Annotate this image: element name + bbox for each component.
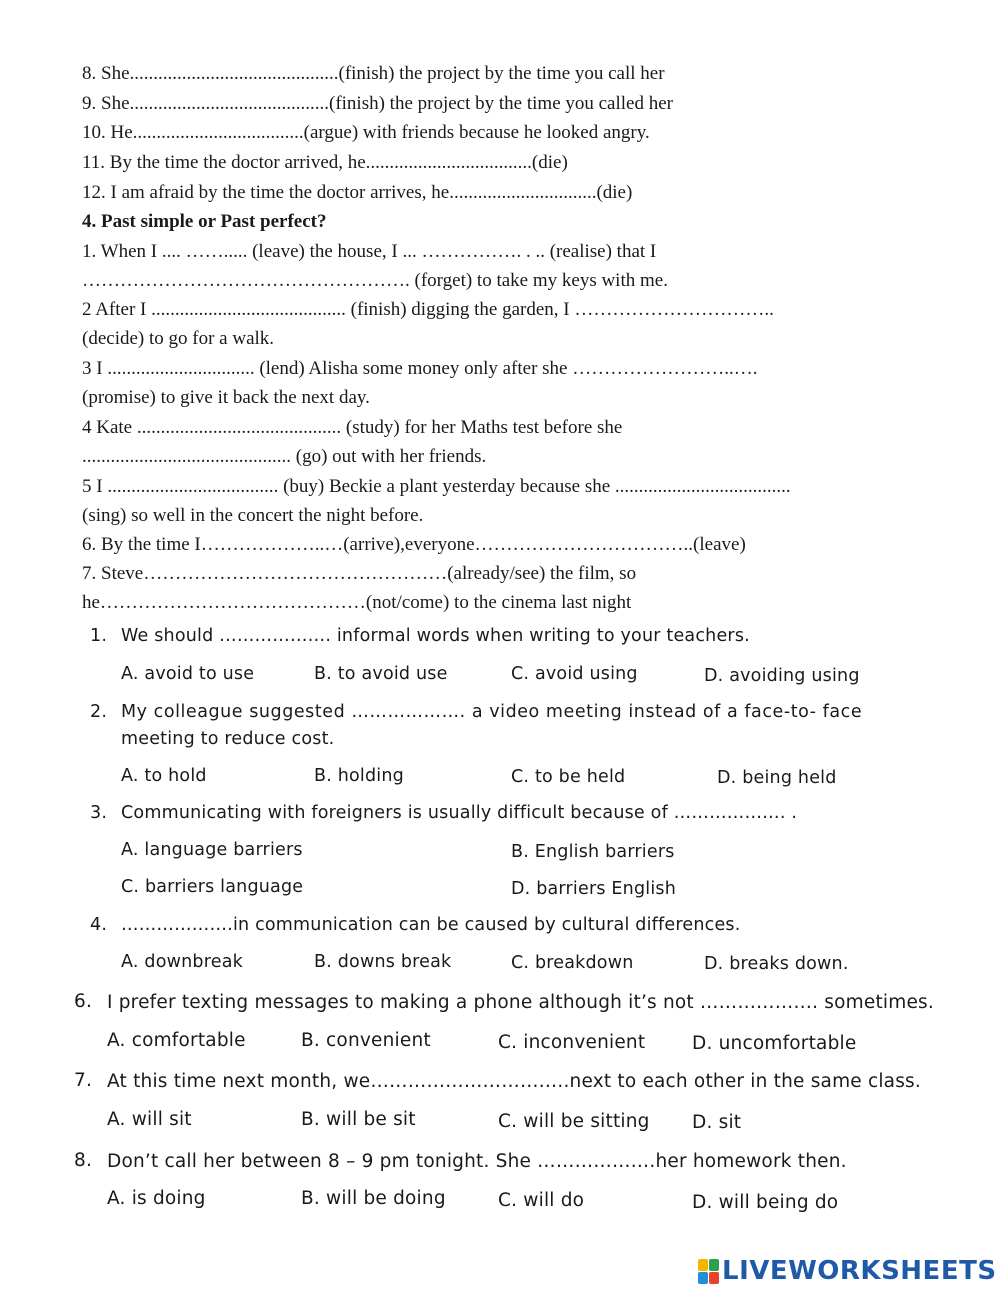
question-number: 3. [90, 803, 108, 823]
exercise-line: 1. When I .... ……..... (leave) the house, I ... ……………. . .. (realise) that I [82, 241, 657, 262]
exercise-line: 4 Kate ........................................... (study) for her Maths test before she [82, 417, 623, 438]
exercise-line: 9. She..........................................(finish) the project by the time you called her [82, 93, 673, 114]
question-text-continued: meeting to reduce cost. [121, 729, 335, 749]
exercise-line: 12. I am afraid by the time the doctor arrives, he...............................(die) [82, 182, 633, 203]
option-b[interactable]: B. will be sit [301, 1109, 416, 1130]
liveworksheets-logo [698, 1256, 997, 1286]
logo-square-icon [698, 1259, 708, 1271]
exercise-line: 11. By the time the doctor arrived, he...................................(die) [82, 152, 568, 173]
option-d[interactable]: D. breaks down. [704, 954, 849, 974]
option-c[interactable]: C. avoid using [511, 664, 638, 684]
question-text: Don’t call her between 8 – 9 pm tonight. She ……………….her homework then. [107, 1151, 847, 1172]
option-c[interactable]: C. will do [498, 1190, 585, 1211]
section-heading: 4. Past simple or Past perfect? [82, 211, 327, 232]
exercise-line: 7. Steve…………………………………………(already/see) the film, so [82, 563, 637, 584]
option-b[interactable]: B. holding [314, 766, 404, 786]
option-c[interactable]: C. will be sitting [498, 1111, 650, 1132]
exercise-line: 8. She............................................(finish) the project by the time you call her [82, 63, 665, 84]
option-a[interactable]: A. comfortable [107, 1030, 246, 1051]
exercise-line: 3 I ............................... (lend) Alisha some money only after she ……………………..…. [82, 358, 758, 379]
option-d[interactable]: D. being held [717, 768, 837, 788]
exercise-line: (promise) to give it back the next day. [82, 387, 370, 408]
option-a[interactable]: A. avoid to use [121, 664, 255, 684]
question-number: 6. [74, 991, 93, 1012]
logo-text: LIVEWORKSHEETS [722, 1256, 997, 1286]
question-number: 2. [90, 702, 108, 722]
question-text: At this time next month, we…………………………..next to each other in the same class. [107, 1071, 921, 1092]
option-b[interactable]: B. to avoid use [314, 664, 448, 684]
option-b[interactable]: B. will be doing [301, 1188, 446, 1209]
logo-square-icon [709, 1272, 719, 1284]
question-number: 4. [90, 915, 108, 935]
option-c[interactable]: C. breakdown [511, 953, 634, 973]
option-d[interactable]: D. will being do [692, 1192, 839, 1213]
option-a[interactable]: A. language barriers [121, 840, 303, 860]
option-b[interactable]: B. convenient [301, 1030, 431, 1051]
option-a[interactable]: A. is doing [107, 1188, 206, 1209]
option-a[interactable]: A. will sit [107, 1109, 192, 1130]
option-b[interactable]: B. English barriers [511, 842, 675, 862]
question-text: My colleague suggested ………………. a video meeting instead of a face-to- face [121, 702, 863, 722]
option-c[interactable]: C. to be held [511, 767, 626, 787]
question-number: 8. [74, 1150, 93, 1171]
exercise-line: 6. By the time I………………..…(arrive),everyone……………………………..(leave) [82, 534, 746, 555]
option-d[interactable]: D. sit [692, 1112, 742, 1133]
exercise-line: (decide) to go for a walk. [82, 328, 275, 349]
option-c[interactable]: C. barriers language [121, 877, 304, 897]
exercise-line: 5 I .................................... (buy) Beckie a plant yesterday because she ..................................... [82, 476, 791, 497]
option-c[interactable]: C. inconvenient [498, 1032, 646, 1053]
exercise-line: (sing) so well in the concert the night before. [82, 505, 424, 526]
logo-square-icon [698, 1272, 708, 1284]
exercise-line: ……………………………………………. (forget) to take my keys with me. [82, 270, 668, 291]
option-a[interactable]: A. to hold [121, 766, 207, 786]
exercise-line: 10. He....................................(argue) with friends because he looked angry. [82, 122, 650, 143]
exercise-line: ............................................ (go) out with her friends. [82, 446, 487, 467]
exercise-line: 2 After I ......................................... (finish) digging the garden, I ………………………….. [82, 299, 774, 320]
option-a[interactable]: A. downbreak [121, 952, 243, 972]
question-text: Communicating with foreigners is usually difficult because of ………………. . [121, 803, 798, 823]
question-number: 7. [74, 1070, 93, 1091]
question-number: 1. [90, 626, 108, 646]
question-text: We should ………………. informal words when writing to your teachers. [121, 626, 750, 646]
option-d[interactable]: D. uncomfortable [692, 1033, 857, 1054]
logo-square-icon [709, 1259, 719, 1271]
option-d[interactable]: D. avoiding using [704, 666, 860, 686]
exercise-line: he……………………………………(not/come) to the cinema last night [82, 592, 632, 613]
question-text: I prefer texting messages to making a phone although it’s not ………………. sometimes. [107, 992, 934, 1013]
question-text: ……………….in communication can be caused by cultural differences. [121, 915, 741, 935]
logo-grid-icon [698, 1259, 718, 1283]
option-b[interactable]: B. downs break [314, 952, 452, 972]
option-d[interactable]: D. barriers English [511, 879, 677, 899]
